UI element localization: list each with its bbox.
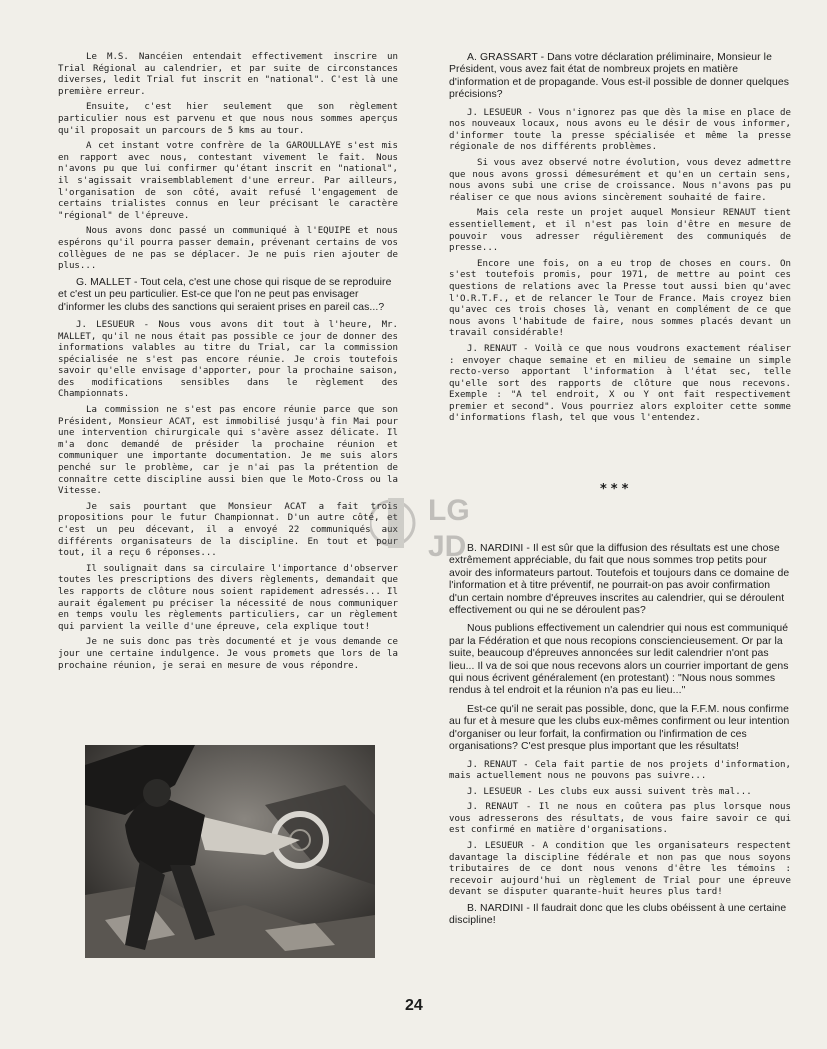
- paragraph: Ensuite, c'est hier seulement que son règlement particulier nous est parvenu et que nous nous sommes aperçus qu'il proposait un parcours de 5 kms au tour.: [58, 102, 398, 136]
- answer-lesueur: J. LESUEUR - Vous n'ignorez pas que dès la mise en place de nos nouveaux locaux, nous avons eu le désir de vous informer, d'informer toute la presse spécialisée et même la presse régionale de nos différents problèmes.: [449, 107, 791, 153]
- question-nardini: B. NARDINI - Il est sûr que la diffusion des résultats est une chose extrêmement appréciable, du fait que nous sommes trop petits pour avoir des informateurs partout. Toutefois et toujours dans ce domaine de l'information et à titre préventif, ne pourrait-on pas avoir confirmation d'un certain nombre d'épreuves inscrites au calendrier, qui se déroulent effectivement ou qui ne se déroulent pas?: [449, 543, 790, 617]
- paragraph: La commission ne s'est pas encore réunie parce que son Président, Monsieur ACAT, est immobilisé jusqu'à fin Mai pour une intervention chirurgicale qui s'avère assez délicate. Il m'a donc demandé de présider la prochaine réunion et communiquer une importante documentation. Je me suis alors penché sur le problème, car je n'ai pas la prétention de connaître cette discipline aussi bien que le Moto-Cross ou la Vitesse.: [58, 405, 398, 497]
- question-mallet: G. MALLET - Tout cela, c'est une chose qui risque de se reproduire et c'est un peu particulier. Est-ce que l'on ne peut pas envisager d'informer les clubs des sanctions qui seraient prises en pareil cas...?: [58, 276, 392, 313]
- answer-lesueur: J. LESUEUR - Nous vous avons dit tout à l'heure, Mr. MALLET, qu'il ne nous était pas possible ce jour de donner des informations valables au titre du Trial, car la commission spécialisée ne s'est pas encore réunie. Je crois toutefois savoir qu'elle envisage d'apporter, pour la prochaine saison, des modifications sensibles dans le règlement des Championnats.: [58, 319, 398, 400]
- answer-lesueur: J. LESUEUR - Les clubs eux aussi suivent très mal...: [467, 786, 752, 797]
- paragraph: Je sais pourtant que Monsieur ACAT a fait trois propositions pour le futur Championnat. D'un autre côté, et c'est un peu décevant, il a envoyé 22 communiqués aux différents organisateurs de la discipline. En tout et pour tout, il a reçu 6 réponses...: [58, 501, 398, 559]
- paragraph: A cet instant votre confrère de la GAROULLAYE s'est mis en rapport avec nous, contestant vivement le fait. Nous n'avons pu que lui confirmer qu'étant inscrit en "national", il s'agissait vraisemblablement d'une erreur. Par ailleurs, l'organisation de son côté, avait refusé l'engagement de certains trialistes connus en leur précisant le caractère "régional" de l'épreuve.: [58, 141, 398, 221]
- paragraph: Le M.S. Nancéien entendait effectivement inscrire un Trial Régional au calendrier, et par suite de circonstances diverses, ledit Trial fut inscrit en "national". C'est là une première erreur.: [58, 52, 398, 97]
- paragraph: Il soulignait dans sa circulaire l'importance d'observer toutes les prescriptions des divers règlements, demandait que les rapports de clôture nous soient rapidement adressés... Il aurait également pu préciser la nécessité de nous communiquer en temps voulu les règlements particuliers, car un règlement qui parvient la veille d'une épreuve, cela explique tout!: [58, 563, 398, 632]
- watermark-line2: JD: [428, 530, 467, 563]
- watermark-line1: LG: [428, 494, 470, 527]
- question-grassart: A. GRASSART - Dans votre déclaration préliminaire, Monsieur le Président, vous avez fait état de nombreux projets en matière d'information et de propagande. Vous est-il possible de donner quelques précisions?: [449, 52, 790, 101]
- paragraph: Je ne suis donc pas très documenté et je vous demande ce jour une certaine indulgence. Je vous promets que lors de la prochaine réunion, je serai en mesure de vous répondre.: [58, 637, 398, 671]
- paragraph: Est-ce qu'il ne serait pas possible, donc, que la F.F.M. nous confirme au fur et à mesure que les clubs eux-mêmes confirment ou leur intention d'organiser ou leur forfait, la confirmation ou l'infirmation de ces organisations? C'est presque plus important que les résultats!: [449, 703, 790, 753]
- trial-rider-photo: [85, 745, 375, 958]
- answer-renaut: J. RENAUT - Il ne nous en coûtera pas plus lorsque nous vous adresserons des résultats, de vous faire savoir ce qui est confirmé en matière d'organisations.: [449, 802, 791, 836]
- paragraph: Nous avons donc passé un communiqué à l'EQUIPE et nous espérons qu'il pourra passer demain, prévenant certains de vos collègues de ne pas se déplacer. Je ne puis rien ajouter de plus...: [58, 226, 398, 272]
- answer-lesueur: J. LESUEUR - A condition que les organisateurs respectent davantage la discipline fédérale et non pas que nous soyons tributaires de ce dont nous venons d'être les témoins : recevoir aujourd'hui un règlement de Trial pour une épreuve devant se disputer quarante-huit heures plus tard!: [449, 841, 791, 898]
- left-column: [58, 52, 398, 676]
- right-column-lower: [449, 543, 791, 934]
- motorcycle-watermark-icon: [370, 478, 485, 578]
- paragraph: Si vous avez observé notre évolution, vous devez admettre que nous avons grossi démesurément et qu'en un certain sens, nous avons subi une crise de croissance. Nous n'avons pas pu réaliser ce que nous avions sincèrement souhaité de faire.: [449, 158, 791, 203]
- page-number: 24: [405, 997, 423, 1014]
- paragraph: Nous publions effectivement un calendrier qui nous est communiqué par la Fédération et que nous recopions consciencieusement. Or par la suite, beaucoup d'épreuves annoncées sur ledit calendrier n'ont pas lieu... Il va de soi que nous recevons alors un courrier important de gens qui nous écrivent généralement (en protestant) : "Nous nous sommes rendus à tel endroit et la réunion n'a pas eu lieu...": [449, 623, 789, 697]
- section-separator: ***: [600, 482, 633, 497]
- answer-renaut: J. RENAUT - Voilà ce que nous voudrons exactement réaliser : envoyer chaque semaine et en milieu de semaine un simple recto-verso apportant l'information à l'état sec, telle qu'elle sort des rapports de clôture que nous recevons. Exemple : "A tel endroit, X ou Y ont fait respectivement premier et second". Vous pourriez alors exploiter cette somme d'informations flash, tel que vous l'entendez.: [449, 343, 791, 424]
- paragraph: Mais cela reste un projet auquel Monsieur RENAUT tient essentiellement, et il n'est pas loin d'être en mesure de pouvoir vous adresser régulièrement des communiqués de presse...: [449, 208, 791, 254]
- right-column: [449, 52, 791, 429]
- answer-renaut: J. RENAUT - Cela fait partie de nos projets d'information, mais actuellement nous ne pouvons pas suivre...: [449, 759, 791, 782]
- paragraph: Encore une fois, on a eu trop de choses en cours. On s'est toutefois promis, pour 1971, de mettre au point ces questions de relations avec la Presse tout aussi bien qu'avec l'O.R.T.F., et de relancer le Tour de France. Mais croyez bien qu'avec ces trois choses là, venant en complément de ce que nous avons l'habitude de faire, nous sommes placés devant un travail considérable!: [449, 258, 791, 339]
- answer-nardini: B. NARDINI - Il faudrait donc que les clubs obéissent à une certaine discipline!: [449, 903, 787, 927]
